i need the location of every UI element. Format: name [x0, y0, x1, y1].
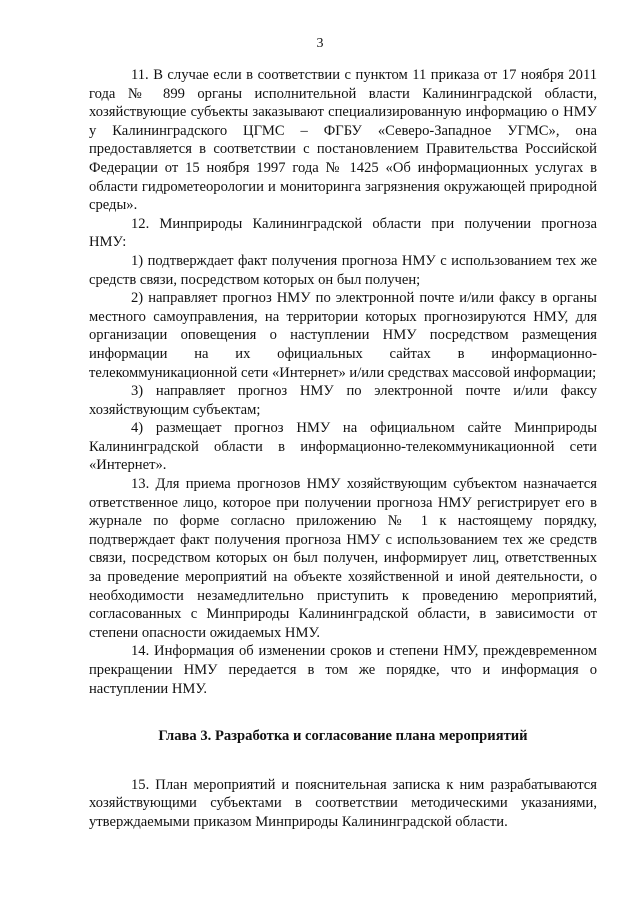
page-content [89, 66, 597, 832]
paragraph-12: 12. Минприроды Калининградской области при получении прогноза НМУ: [89, 215, 597, 251]
paragraph-15: 15. План мероприятий и пояснительная записка к ним разрабатываются хозяйствующими субъектами в соответствии методическими указаниями, утверждаемыми приказом Минприроды Калининградской области. [89, 776, 597, 830]
paragraph-12-item-2: 2) направляет прогноз НМУ по электронной почте и/или факсу в органы местного самоуправления, на территории которых прогнозируются НМУ, для организации оповещения о наступлении НМУ посредством размещения информации на их официальных сайтах в информационно-телекоммуникационной сети «Интернет» и/или средствах массовой информации; [89, 290, 597, 381]
paragraph-12-item-3: 3) направляет прогноз НМУ по электронной почте и/или факсу хозяйствующим субъектам; [89, 383, 597, 418]
paragraph-11: 11. В случае если в соответствии с пунктом 11 приказа от 17 ноября 2011 года № 899 органы исполнительной власти Калининградской области, хозяйствующие субъекты заказывают специализированную информацию о НМУ у Калининградского ЦГМС – ФГБУ «Северо-Западное УГМС», она предоставляется в соответствии с постановлением Правительства Российской Федерации от 15 ноября 1997 года № 1425 «Об информационных услугах в области гидрометеорологии и мониторинга загрязнения окружающей природной среды». [89, 67, 597, 214]
paragraph-12-item-4: 4) размещает прогноз НМУ на официальном сайте Минприроды Калининградской области в информационно-телекоммуникационной сети «Интернет». [89, 420, 597, 474]
paragraph-14: 14. Информация об изменении сроков и степени НМУ, преждевременном прекращении НМУ передается в том же порядке, что и информация о наступлении НМУ. [89, 643, 597, 697]
paragraph-13: 13. Для приема прогнозов НМУ хозяйствующим субъектом назначается ответственное лицо, которое при получении прогноза НМУ регистрирует его в журнале по форме согласно приложению № 1 к настоящему порядку, подтверждает факт получения прогноза НМУ с использованием тех же средств связи, посредством которых он был получен, информирует лиц, ответственных за проведение мероприятий на объекте хозяйственной и иной деятельности, о необходимости незамедлительно приступить к проведению мероприятий, согласованных с Минприроды Калининградской области, в зависимости от степени опасности ожидаемых НМУ. [89, 476, 597, 641]
page-number: 3 [316, 36, 324, 51]
paragraph-12-item-1: 1) подтверждает факт получения прогноза НМУ с использованием тех же средств связи, посредством которых он был получен; [89, 252, 597, 288]
chapter-heading: Глава 3. Разработка и согласование плана мероприятий [158, 728, 528, 745]
